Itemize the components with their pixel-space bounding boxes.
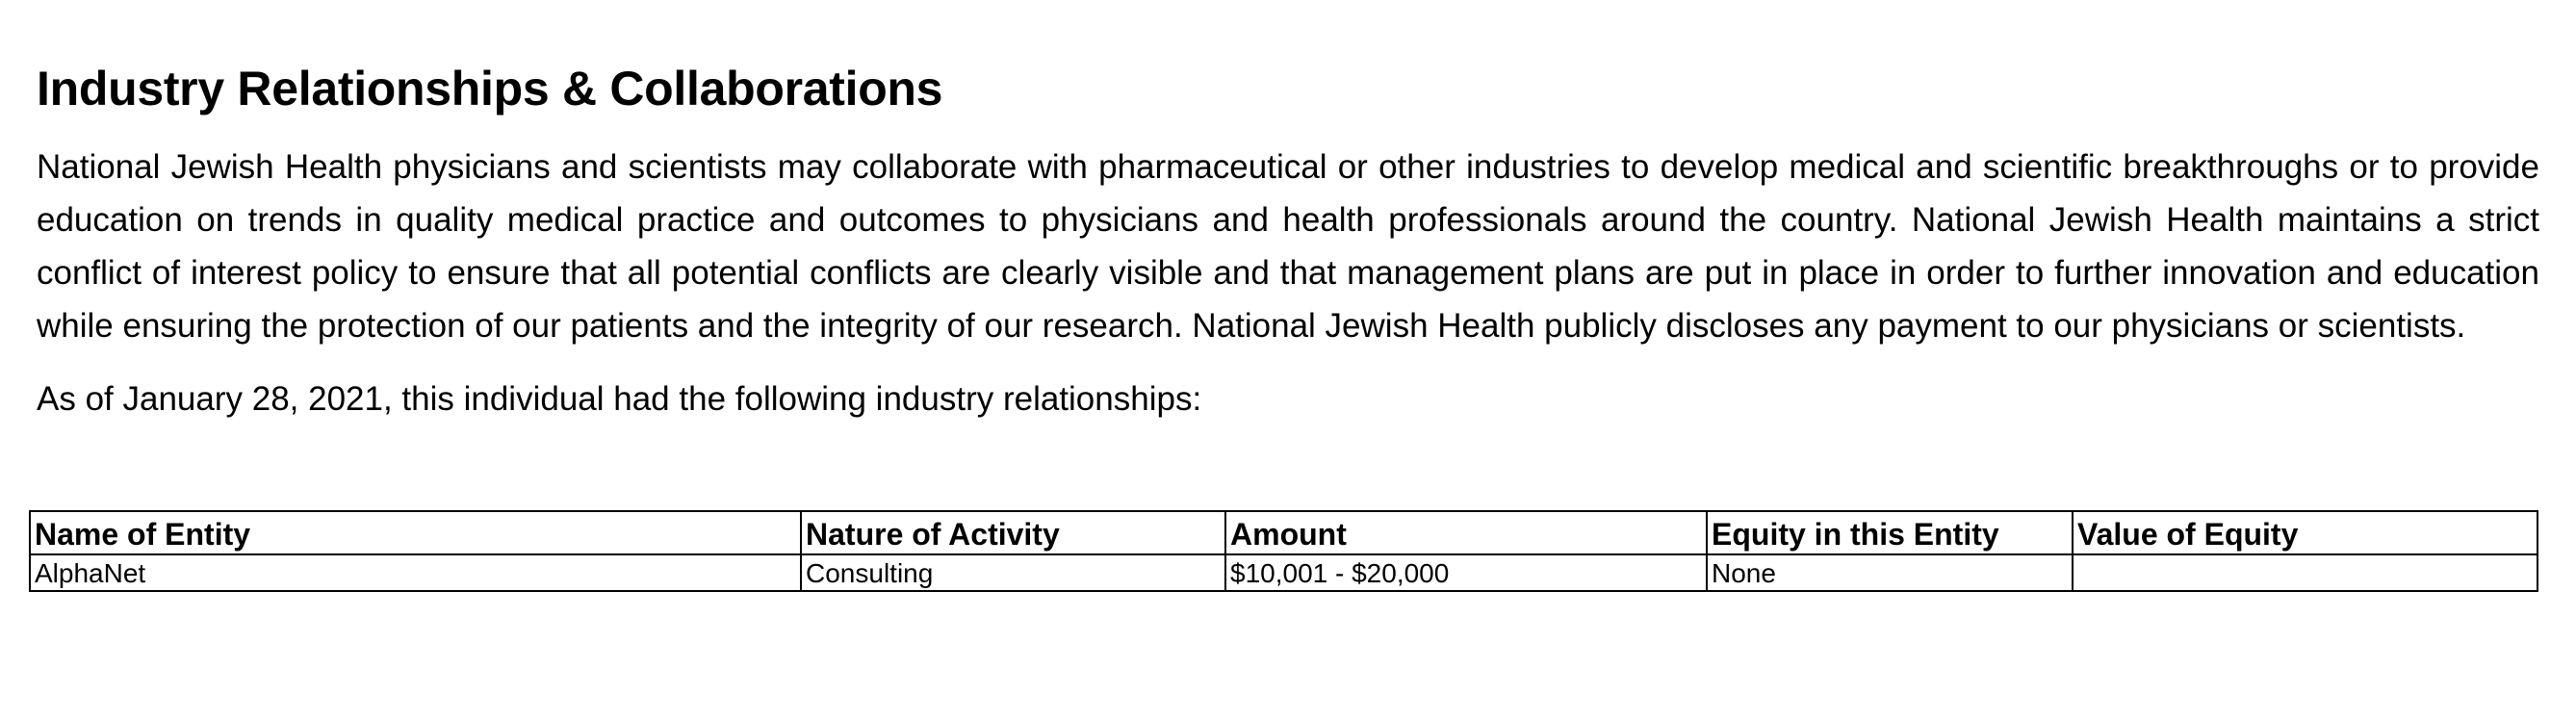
intro-paragraph: National Jewish Health physicians and scientists may collaborate with pharmaceutical or other industries to develop medical and scientific breakthroughs or to provide education on trends in quality medical practice and outcomes to physicians and health professionals around the country. National Jewish Health maintains a strict conflict of interest policy to ensure that all potential conflicts are clearly visible and that management plans are put in place in order to further innovation and education while ensuring the protection of our patients and the integrity of our research. National Jewish Health publicly discloses any payment to our physicians or scientists. — [37, 148, 2539, 345]
header-name-of-entity: Name of Entity — [30, 511, 801, 554]
cell-equity-value — [2073, 554, 2537, 591]
cell-equity: None — [1707, 554, 2073, 591]
cell-activity: Consulting — [801, 554, 1225, 591]
page-title: Industry Relationships & Collaborations — [37, 62, 943, 116]
header-nature-of-activity: Nature of Activity — [801, 511, 1225, 554]
table-header-row — [30, 511, 2537, 554]
cell-entity: AlphaNet — [30, 554, 801, 591]
header-amount: Amount — [1225, 511, 1707, 554]
cell-amount: $10,001 - $20,000 — [1225, 554, 1707, 591]
as-of-statement: As of January 28, 2021, this individual had the following industry relationships: — [37, 380, 1202, 418]
industry-relationships-table — [29, 510, 2538, 592]
table-row — [30, 554, 2537, 591]
header-value-of-equity: Value of Equity — [2073, 511, 2537, 554]
header-equity-in-entity: Equity in this Entity — [1707, 511, 2073, 554]
